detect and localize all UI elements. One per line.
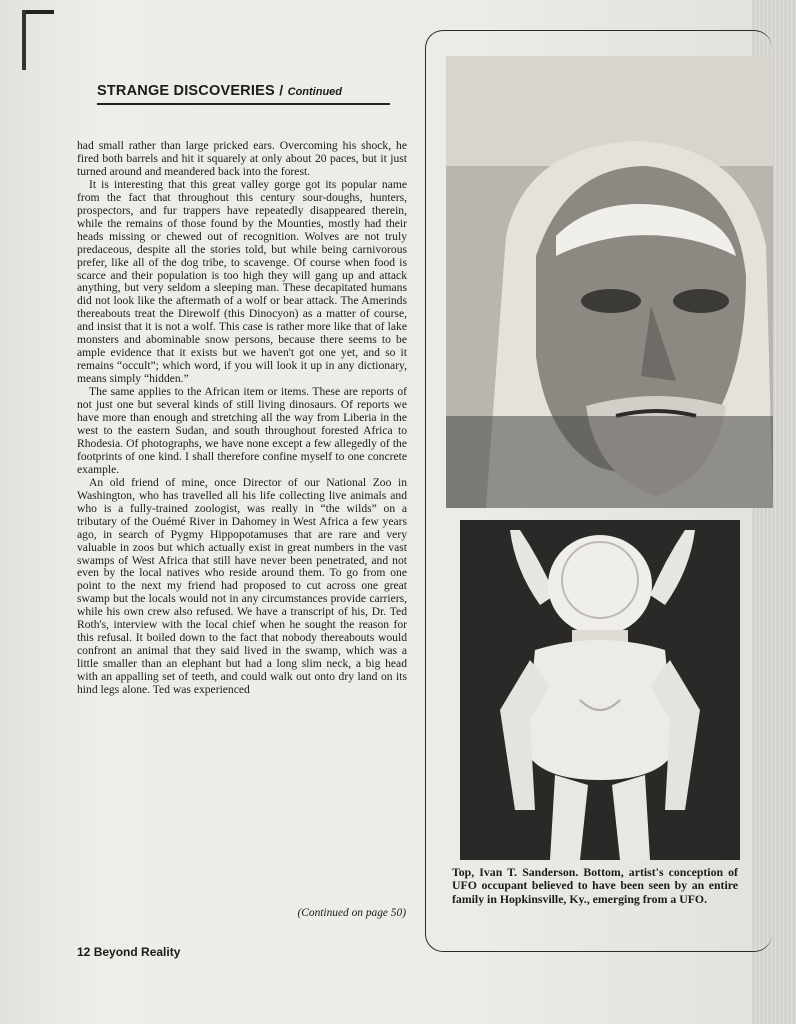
- article-body: [77, 140, 407, 930]
- portrait-illustration: [446, 56, 773, 508]
- ufo-occupant-illustration: [460, 520, 740, 860]
- article-paragraph: had small rather than large pricked ears. Overcoming his shock, he fired both barrels and hit it squarely at only about 20 paces, but it just turned around and meandered back into the forest.: [77, 139, 407, 178]
- continued-note: (Continued on page 50): [297, 907, 406, 919]
- article-paragraph: An old friend of mine, once Director of our National Zoo in Washington, who has travelled all his life collecting live animals and who is a fully-trained zoologist, was really in “the wilds” on a tributary of the Ouémé River in Dahomey in West Africa a few years ago, in search of Pygmy Hippopotamuses that are rare and very valuable in zoos but which actually exist in great numbers in the vast swamps of West Africa that still have never been penetrated, and not even by the local natives who reside around them. To go from one point to the next my friend had proposed to cut across one great swamp but the locals would not in any circumstances provide carriers, while his own crew also refused. We have a transcript of his, Dr. Ted Roth's, interview with the local chief when he sought the reason for this refusal. It boiled down to the fact that nobody thereabouts would confront an animal that they said lived in the swamp, which was a little smaller than an elephant but had a long slim neck, a big head with an appalling set of teeth, and could walk out onto dry land on its hind legs alone. Ted was experienced: [77, 475, 407, 697]
- page-footer: [77, 945, 180, 959]
- ufo-occupant-drawing: [460, 520, 740, 860]
- section-header: [97, 82, 390, 105]
- article-paragraph: The same applies to the African item or items. These are reports of not just one but several kinds of still living dinosaurs. Of reports we have more than enough and stretching all the way from Liberia in the west to the eastern Sudan, and south throughout forested Africa to Rhodesia. Of photographs, we have none except a few allegedly of the footprints of one kind. I shall therefore confine myself to one concrete example.: [77, 385, 407, 476]
- crop-mark-stem: [22, 10, 26, 70]
- section-separator: /: [279, 82, 284, 98]
- portrait-photo: [446, 56, 773, 508]
- article-paragraph: It is interesting that this great valley gorge got its popular name from the fact that throughout this century sour-doughs, hunters, prospectors, and fur trappers have repeatedly disappeared therein, while the remains of those found by the Mounties, mostly had their heads missing or chewed out of recognition. Wolves are not truly predaceous, despite all the stories told, but while being carnivorous prefer, like all of the dog tribe, to scavenge. Of course when food is scarce and their population is too high they will gang up and attack anything, but very seldom a sleeping man. These decapitated humans did not look like the aftermath of a wolf or bear attack. The Amerinds thereabouts treat the Direwolf (this Dinocyon) as a matter of course, and insist that it is not a wolf. This case is rather more like that of lake monsters and abominable snow persons, because there seems to be ample evidence that it exists but we haven't got one yet, and so it remains “occult”; which word, if you will look it up in any dictionary, means simply “hidden.”: [77, 177, 407, 386]
- publication-name: Beyond Reality: [93, 945, 181, 959]
- section-title: STRANGE DISCOVERIES: [97, 83, 275, 99]
- photo-caption: Top, Ivan T. Sanderson. Bottom, artist's conception of UFO occupant believed to have been seen by an entire family in Hopkinsville, Ky., emerging from a UFO.: [452, 865, 738, 906]
- section-continued-label: Continued: [287, 86, 343, 98]
- page-number: 12: [77, 945, 91, 959]
- crop-mark: [22, 10, 54, 24]
